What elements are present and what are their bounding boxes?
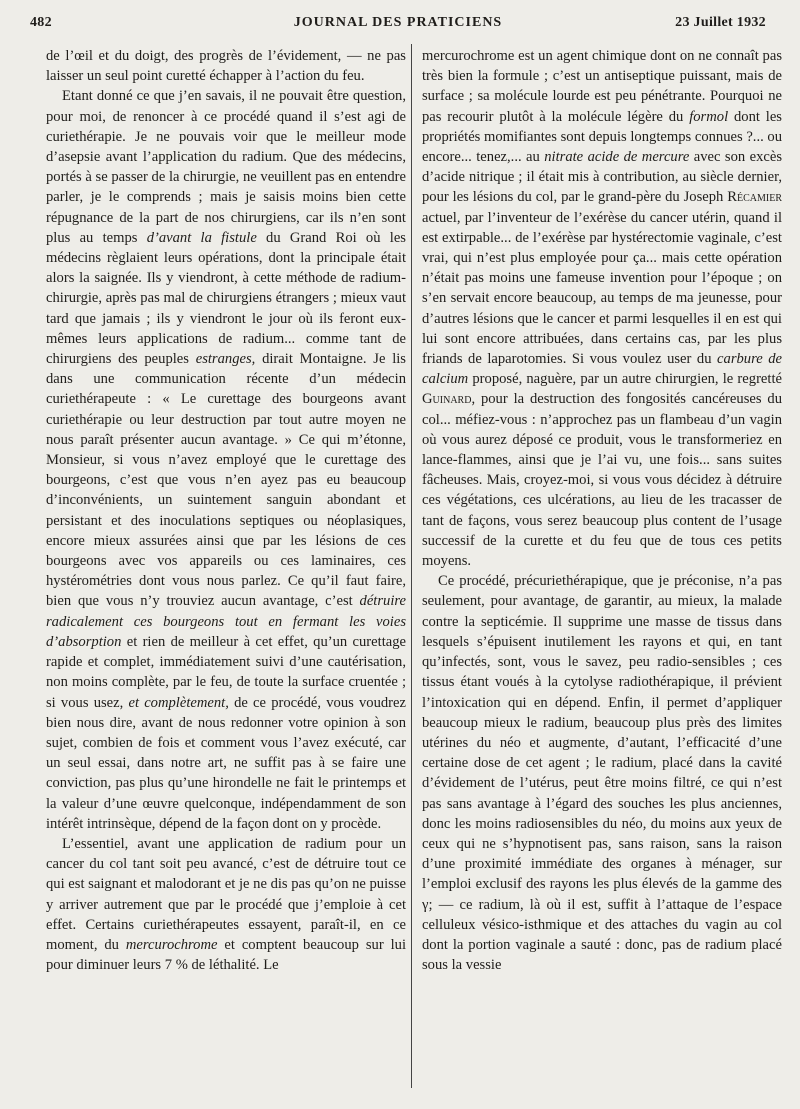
text-run: de ce procédé, vous voudrez bien nous dire, avant de nous redonner votre opinion à son sujet, combien de fois et comment vous l’avez exécuté, car un seul essai, dans notre art, ne suffit pas à se faire une conviction, pas plus qu’une hirondelle ne fait le printemps et la valeur d’une œuvre quelconque, indépendamment de son intérêt intrinsèque, dépend de la façon dont on y procède.: [46, 694, 406, 832]
text-run: mercurochrome est un agent chimique dont on ne connaît pas très bien la formule ; c’est un antiseptique puissant, mais de surface ; sa molécule lourde est peu pénétrante. Pourquoi ne pas recourir plutôt à la molécule légère du: [422, 48, 782, 125]
left-column: [46, 46, 406, 1086]
text-run: dirait Montaigne. Je lis dans une communication récente d’un médecin curiethérapeute : « Le curettage des bourgeons avant curiethérapie ou leur destruction par tout autre moyen ne nous paraît présenter aucun avantage. » Ce qui m’étonne, Monsieur, si vous n’avez employé que le curettage des bourgeons, c’est que vous n’en ayez pas eu beaucoup d’inconvénients, un suintement sanguin abondant et persistant et des inoculations septiques ou néoplasiques, encore mieux assurées ainsi que par les lésions de ces bourgeons avec vos appareils ou ces laminaires, ces hystérométries dont vous nous parlez. Ce qu’il faut faire, bien que vous n’y trouviez aucun avantage, c’est: [46, 351, 406, 610]
text-run: avec son excès d’acide nitrique ; il était mis à contribution, au siècle dernier, pour les lésions du col, par le grand-père du Joseph: [422, 149, 782, 206]
text-run: , pour la destruction des fongosités cancéreuses du col... méfiez-vous : n’approchez pas un flambeau d’un vagin où vous aurez déposé ce produit, vous le transformeriez en lance-flammes, ainsi que je l’ai vu, une fois... sans suites fâcheuses. Mais, croyez-moi, si vous vous décidez à détruire ces végétations, ces ulcérations, au lieu de les tracasser de tant de façons, vous serez beaucoup plus content de l’usage successif de la curette et du feu que de tous ces petits moyens.: [422, 391, 782, 570]
issue-date: 23 Juillet 1932: [675, 15, 766, 30]
page-number: 482: [30, 15, 52, 30]
paragraph: [422, 46, 782, 571]
paragraph: [46, 46, 406, 86]
italic-run: d’avant la fistule: [146, 229, 257, 246]
italic-run: détruire radicalement ces bourgeons tout en fermant les voies d’absorption: [46, 593, 406, 650]
italic-run: nitrate acide de mercure: [544, 149, 690, 166]
italic-run: et complètement,: [128, 694, 229, 711]
text-run: Ce procédé, précuriethérapique, que je préconise, n’a pas seulement, pour avantage, de garantir, au mieux, la malade contre la septicémie. Il supprime une masse de tissus dans lesquels s’épuisent inutilement les rayons et qui, en tant qu’infectés, sont, vous le savez, peu radio-sensibles ; ces tissus étant voués à la cytolyse radiothérapique, il prévient l’intoxication qui en dépend. Enfin, il permet d’appliquer beaucoup mieux le radium, beaucoup plus près des limites utérines du néo et augmente, d’autant, l’efficacité d’une certaine dose de cet agent ; le radium, placé dans la cavité d’évidement de l’utérus, peut être moins filtré, ce qui n’est pas sans avantage à l’égard des souches les plus anciennes, donc les moins radiosensibles du néo, du moins aux yeux de ceux qui ne s’hypnotisent pas, sans raison, sans la raison d’une proximité immédiate des organes à ménager, sur l’emploi exclusif des rayons les plus élevés de la gamme des γ; — ce radium, là où il est, suffit à l’attaque de l’espace celluleux vésico-isthmique et des attaches du vagin au col dont la portion vaginale a sauté : donc, pas de radium placé sous la vessie: [422, 573, 782, 974]
text-run: dont les propriétés momifiantes sont depuis longtemps connues ?... ou encore... tenez,... au: [422, 108, 782, 166]
italic-run: formol: [689, 108, 729, 125]
italic-run: estranges,: [195, 351, 256, 368]
journal-title: JOURNAL DES PRATICIENS: [293, 15, 503, 30]
text-run: proposé, naguère, par un autre chirurgien, le regretté: [468, 371, 782, 388]
text-run: actuel, par l’inventeur de l’exérèse du cancer utérin, quand il est extirpable... de l’exérèse par hystérectomie vaginale, c’est vrai, qui n’est plus employée pour ça... mais cette opération n’était pas moins une fameuse invention pour l’époque ; on s’en servait encore beaucoup, au temps de ma jeunesse, pour d’autres lésions que le cancer et parmi lesquelles il en est qui lui sont encore attribuées, dans certains cas, par les plus friands de laparotomies. Si vous voulez user du: [422, 209, 782, 368]
text-run: Etant donné ce que j’en savais, il ne pouvait être question, pour moi, de renoncer à ce procédé quand il s’est agi de curiethérapie. Je ne pouvais voir que le meilleur mode d’asepsie avant l’application du radium. Que des médecins, portés à se passer de la chirurgie, ne veuillent pas en entendre parler, je le comprends ; mais je saisis moins bien cette répugnance de la part de nos chirurgiens, car ils n’en sont plus au temps: [46, 88, 406, 246]
italic-run: carbure de calcium: [422, 351, 782, 388]
right-column: [422, 46, 782, 1086]
text-run: du Grand Roi où les médecins règlaient leurs opérations, dont la principale était alors la saignée. Ils y viendront, à cette méthode de radium-chirurgie, après pas mal de chirurgiens étrangers ; mieux vaut tard que jamais ; ils y viendront le jour où ils feront eux-mêmes leurs applications de radium... comme tant de chirurgiens des peuples: [46, 229, 406, 368]
text-run: L’essentiel, avant une application de radium pour un cancer du col tant soit peu avancé, c’est de détruire tout ce qui est saignant et malodorant et je ne dis pas qu’on ne puisse y arriver autrement que par le procédé que j’emploie à cet effet. Certains curiethérapeutes essayent, paraît-il, en ce moment, du: [46, 835, 406, 953]
text-run: de l’œil et du doigt, des progrès de l’évidement, — ne pas laisser un seul point curetté échapper à l’action du feu.: [46, 48, 406, 85]
paragraph: [422, 571, 782, 975]
running-header: [30, 15, 766, 39]
paragraph: [46, 834, 406, 975]
column-divider: [411, 44, 412, 1088]
text-run: et comptent beaucoup sur lui pour diminuer leurs 7 % de léthalité. Le: [46, 936, 406, 974]
small-caps-name: Guinard: [422, 391, 472, 408]
paragraph: [46, 86, 406, 834]
small-caps-name: Récamier: [727, 189, 782, 206]
text-run: et rien de meilleur à cet effet, qu’un curettage rapide et complet, immédiatement suivi d’une cautérisation, non moins complète, par le feu, de toute la surface cruentée ; si vous usez,: [46, 633, 406, 711]
italic-run: mercurochrome: [125, 936, 218, 953]
